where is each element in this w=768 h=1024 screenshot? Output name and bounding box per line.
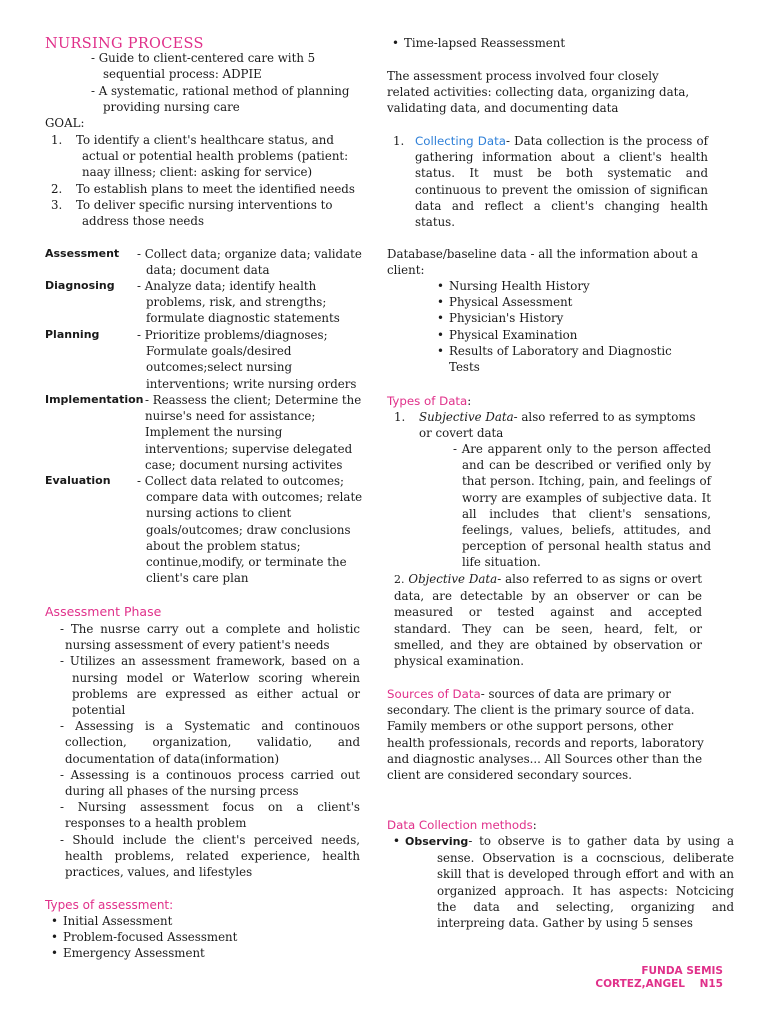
goal-text: To identify a client's healthcare status, and actual or potential health problems (patient: naay illness; client: asking for service) xyxy=(76,133,349,180)
list-item: • Physician's History xyxy=(449,310,705,326)
phase-label: Planning xyxy=(45,328,100,341)
phase-evaluation xyxy=(45,473,363,586)
observing-text: - to observe is to gather data by using a sense. Observation is a cocnscious, deliberate skill that is developed through effort and with an organized approach. It has aspects: Notcicing the data and selecting, organizing and interpreing data. Gather by using 5 senses xyxy=(437,834,734,931)
sources-data-title: Sources of Data xyxy=(387,687,481,701)
assessment-phase-heading: Assessment Phase xyxy=(45,604,162,619)
list-item: - The nusrse carry out a complete and holistic nursing assessment of every patient's needs xyxy=(60,622,360,653)
phase-assessment xyxy=(45,246,363,278)
observing-title: Observing xyxy=(405,835,469,848)
sources-data-paragraph xyxy=(387,686,705,783)
objective-data-text: - also referred to as signs or overt data, are detectable by an observer or can be measured or tested against and accepted standard. They can be seen, heard, felt, or smelled, and they are obtained by observation or physical examination. xyxy=(394,572,703,669)
intro-line-2: - A systematic, rational method of planning providing nursing care xyxy=(91,84,350,115)
list-item: • Physical Examination xyxy=(449,327,705,343)
phase-label: Implementation xyxy=(45,393,144,406)
list-item: - Should include the client's perceived needs, health problems, related experience, health practices, values, and lifestyles xyxy=(60,832,360,880)
observing-item: Observing- to observe is to gather data by using a sense. Observation is a cocnscious, deliberate skill that is developed through effort and with an organized approach. It has aspects: Notcicing the data and selecting, organizing and interpreing data. Gather by using 5 senses • xyxy=(393,834,734,931)
goal-list xyxy=(51,132,357,229)
phase-text: - Reassess the client; Determine the nuirse's need for assistance; Implement the nursing interventions; supervise delegated case; document nursing activites xyxy=(145,393,362,472)
subjective-data-detail: - Are apparent only to the person affected and can be described or verified only by that person. Itching, pain, and feelings of worry are examples of subjective data. It all includes that client's sensations, feelings, values, beliefs, attitudes, and perception of personal health status and life situation. xyxy=(453,442,711,570)
paragraph-activities: The assessment process involved four closely related activities: collecting data, organizing data, validating data, and documenting data xyxy=(387,69,690,116)
sources-data-text: - sources of data are primary or secondary. The client is the primary source of data. Family members or othe support persons, other health professionals, records and reports, laboratory and diagnostic analyses... All Sources other than the client are considered secondary sources. xyxy=(387,687,704,783)
phase-text: - Prioritize problems/diagnoses; Formulate goals/desired outcomes;select nursing interventions; write nursing orders xyxy=(137,328,357,391)
list-item: • Results of Laboratory and Diagnostic Tests xyxy=(449,343,705,375)
subjective-data-text: - also referred to as symptoms or covert data xyxy=(419,410,696,441)
page-title: NURSING PROCESS xyxy=(45,36,204,52)
list-item: - Assessing is a Systematic and continouos collection, organization, validatio, and documentation of data(information) xyxy=(60,719,360,766)
phase-planning xyxy=(45,327,363,392)
objective-data-item: 2. Objective Data- also referred to as signs or overt data, are detectable by an observer or can be measured or tested against and accepted standard. They can be seen, heard, felt, or smelled, and they are obtained by observation or physical examination. xyxy=(394,572,703,669)
collecting-data-item: 1. Collecting Data- Data collection is the process of gathering information about a client's health status. It must be both systematic and continuous to prevent the omission of significan data and reflect a client's changing health status. xyxy=(393,134,708,230)
goal-text: To establish plans to meet the identified needs xyxy=(76,181,355,196)
collecting-data-text: - Data collection is the process of gathering information about a client's health status. It must be both systematic and continuous to prevent the omission of significan data and reflect a client's changing health status. xyxy=(415,134,708,230)
footer-line-2: CORTEZ,ANGEL N15 xyxy=(595,977,723,990)
footer-line-1: FUNDA SEMIS xyxy=(641,965,723,977)
bullet-time-lapsed: • Time-lapsed Reassessment xyxy=(404,35,565,51)
intro-line-1: - Guide to client-centered care with 5 sequential process: ADPIE xyxy=(91,51,316,82)
phase-text: - Collect data; organize data; validate data; document data xyxy=(137,247,362,278)
types-assessment-list xyxy=(63,913,353,962)
collection-methods-heading: Data Collection methods: xyxy=(387,818,537,832)
phase-label: Diagnosing xyxy=(45,279,115,292)
goal-label: GOAL: xyxy=(45,116,85,130)
phase-diagnosing xyxy=(45,278,363,327)
list-item: - Utilizes an assessment framework, based on a nursing model or Waterlow scoring wherein problems are expressed as either actual or potential xyxy=(60,654,360,718)
subjective-data-title: Subjective Data xyxy=(419,410,514,424)
phase-text: - Analyze data; identify health problems, risk, and strengths; formulate diagnostic statements xyxy=(137,279,340,326)
goal-item: 3. To deliver specific nursing interventions to address those needs xyxy=(51,197,357,229)
types-data-heading: Types of Data: xyxy=(387,394,472,408)
list-item: • Nursing Health History xyxy=(449,278,705,294)
list-item: - Assessing is a continouos process carried out during all phases of the nursing prcess xyxy=(60,767,360,799)
list-item: - Nursing assessment focus on a client's responses to a health problem xyxy=(60,800,360,831)
phase-text: - Collect data related to outcomes; compare data with outcomes; relate nursing actions to client goals/outcomes; draw conclusions about the problem status; continue,modify, or terminate the client's care plan xyxy=(137,474,363,586)
types-assessment-heading: Types of assessment: xyxy=(45,898,174,912)
list-item: • Emergency Assessment xyxy=(63,945,353,961)
list-item: • Problem-focused Assessment xyxy=(63,929,353,945)
phase-implementation xyxy=(45,392,363,473)
goal-item: 1. To identify a client's healthcare status, and actual or potential health problems (patient: naay illness; client: asking for service) xyxy=(51,132,357,181)
footer xyxy=(595,965,723,990)
goal-text: To deliver specific nursing interventions to address those needs xyxy=(76,197,333,229)
list-item: • Physical Assessment xyxy=(449,294,705,310)
database-list xyxy=(449,278,705,375)
objective-data-title: Objective Data xyxy=(408,572,498,586)
goal-item: 2. To establish plans to meet the identified needs xyxy=(51,181,355,196)
database-paragraph: Database/baseline data - all the information about a client: xyxy=(387,247,699,278)
phase-label: Assessment xyxy=(45,247,120,260)
phase-label: Evaluation xyxy=(45,474,111,487)
assessment-phase-list xyxy=(60,621,360,880)
subjective-data-item: 1. Subjective Data- also referred to as symptoms or covert data xyxy=(394,410,696,441)
list-item: • Initial Assessment xyxy=(63,913,353,929)
collecting-data-title: Collecting Data xyxy=(415,134,506,148)
